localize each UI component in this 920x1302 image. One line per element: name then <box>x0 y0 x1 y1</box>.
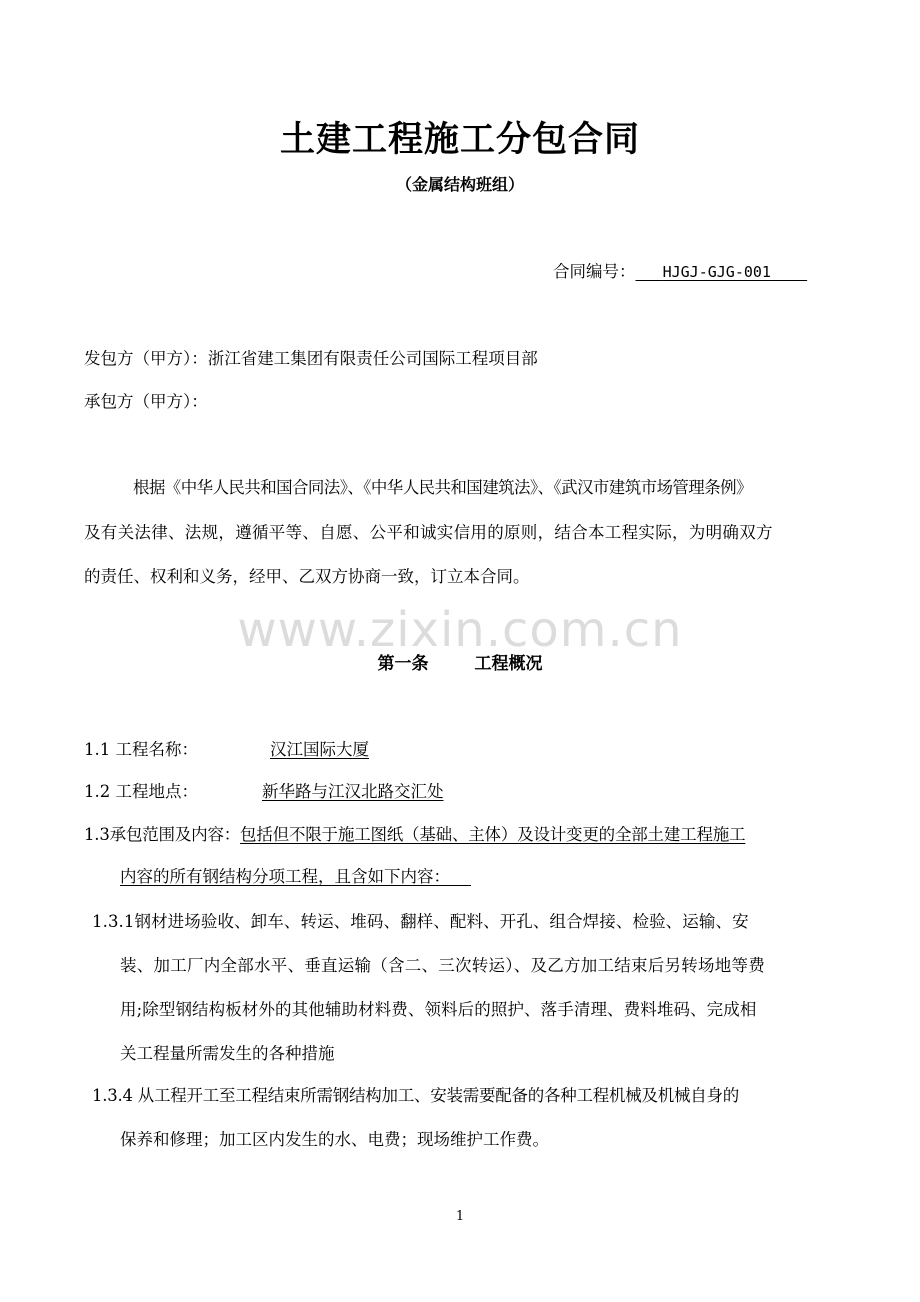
item-1-3-line-1 <box>84 821 745 845</box>
item-1-3-1-line-4: 关工程量所需发生的各种措施 <box>120 1044 335 1063</box>
item-1-2-label: 1.2 工程地点： <box>84 782 198 801</box>
item-1-3-1-line-2: 装、加工厂内全部水平、垂直运输（含二、三次转运）、及乙方加工结束后另转场地等费 <box>120 956 765 975</box>
party-a-line <box>84 345 538 369</box>
contract-number <box>553 258 807 282</box>
section-heading <box>0 649 920 674</box>
item-1-1 <box>84 736 512 760</box>
section-number: 第一条 <box>377 654 429 674</box>
intro-line-2: 及有关法律、法规，遵循平等、自愿、公平和诚实信用的原则，结合本工程实际，为明确双方 <box>84 523 773 542</box>
contract-number-label: 合同编号： <box>553 262 636 281</box>
party-b-label: 承包方（甲方）： <box>84 392 208 411</box>
section-title: 工程概况 <box>474 654 543 674</box>
item-1-1-label: 1.1 工程名称： <box>84 740 198 759</box>
party-a-label: 发包方（甲方）： <box>84 349 208 368</box>
item-1-2-value: 新华路与江汉北路交汇处 <box>262 782 444 801</box>
document-subtitle: （金属结构班组） <box>395 175 524 194</box>
item-1-3-4-line-1: 1.3.4 从工程开工至工程结束所需钢结构加工、安装需要配备的各种工程机械及机械自身的 <box>92 1086 739 1105</box>
intro-line-3: 的责任、权利和义务，经甲、乙双方协商一致，订立本合同。 <box>84 567 530 586</box>
watermark: www.zixin.com.cn <box>237 602 683 658</box>
item-1-3-text-2: 内容的所有钢结构分项工程，且含如下内容： <box>120 867 450 886</box>
item-1-3-4-line-2: 保养和修理；加工区内发生的水、电费；现场维护工作费。 <box>120 1130 549 1149</box>
page-number: 1 <box>455 1209 465 1224</box>
intro-line-1: 根据《中华人民共和国合同法》、《中华人民共和国建筑法》、《武汉市建筑市场管理条例》 <box>133 478 752 497</box>
contract-number-value: HJGJ-GJG-001 <box>662 263 771 281</box>
document-title: 土建工程施工分包合同 <box>279 119 640 160</box>
item-1-2 <box>84 778 595 802</box>
item-1-1-value: 汉江国际大厦 <box>270 740 369 759</box>
item-1-3-text-1: 包括但不限于施工图纸（基础、主体）及设计变更的全部土建工程施工 <box>240 825 746 844</box>
item-1-3-1-line-3: 用;除型钢结构板材外的其他辅助材料费、领料后的照护、落手清理、费料堆码、完成相 <box>120 1000 757 1019</box>
party-b-line <box>84 388 208 412</box>
party-a-value: 浙江省建工集团有限责任公司国际工程项目部 <box>207 349 538 368</box>
item-1-3-line-2 <box>120 863 471 887</box>
item-1-3-label: 1.3承包范围及内容： <box>84 825 241 844</box>
item-1-3-1-line-1: 1.3.1钢材进场验收、卸车、转运、堆码、翻样、配料、开孔、组合焊接、检验、运输、安 <box>92 912 749 931</box>
